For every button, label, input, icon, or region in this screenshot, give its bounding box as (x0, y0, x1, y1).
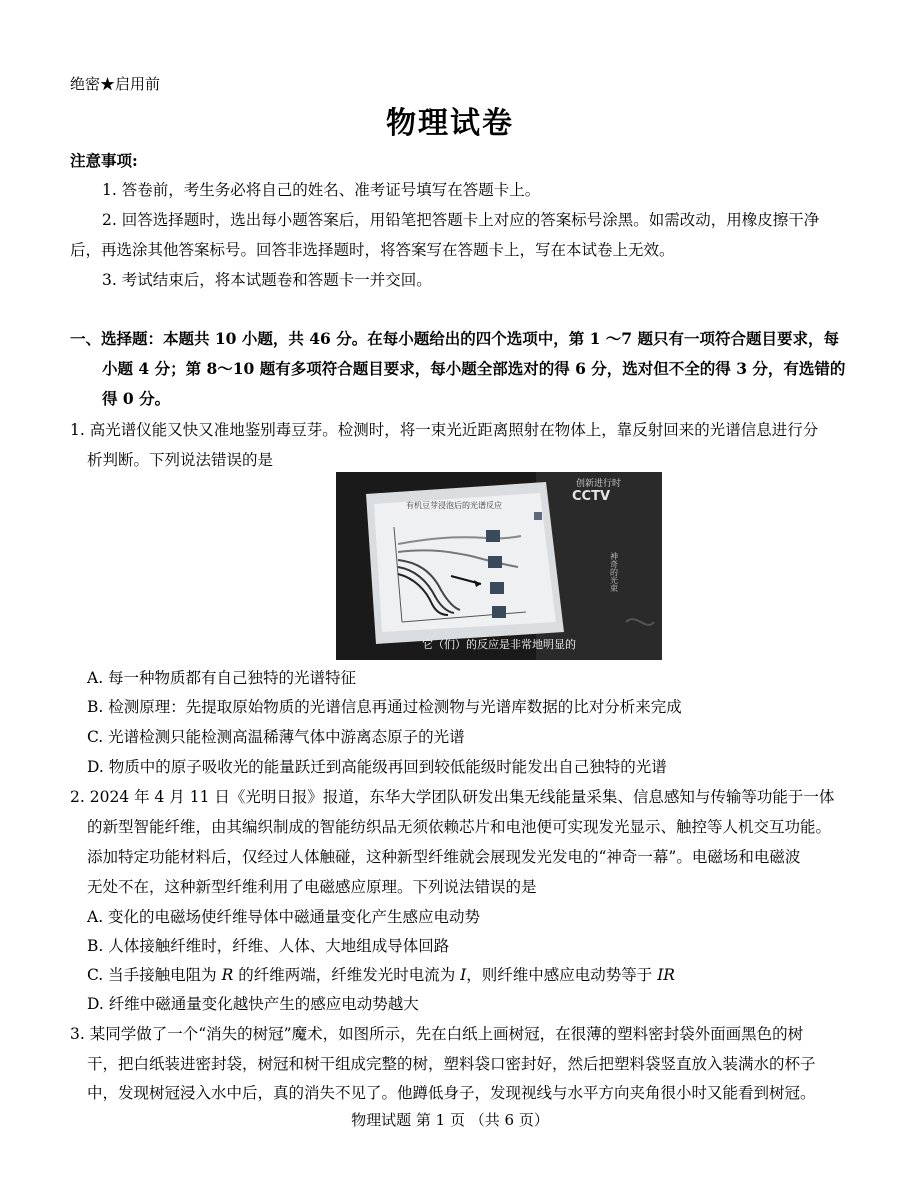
confidential-label: 绝密★启用前 (70, 75, 161, 93)
question-stem: 3. 某同学做了一个“消失的树冠”魔术，如图所示，先在白纸上画树冠，在很薄的塑料密封袋外面画黑色的树 (70, 1025, 804, 1043)
var-r: R (221, 966, 234, 984)
logo-top-text: 创新进行时 (576, 479, 622, 489)
section-heading: 一、选择题：本题共 10 小题，共 46 分。在每小题给出的四个选项中，第 1 ～7 题只有一项符合题目要求，每 (70, 329, 839, 348)
page-title: 物理试卷 (386, 106, 514, 141)
option-c (87, 965, 675, 985)
var-ir: IR (657, 966, 675, 984)
option-d: D. 物质中的原子吸收光的能量跃迁到高能级再回到较低能级时能发出自己独特的光谱 (87, 758, 667, 776)
option-b: B. 检测原理：先提取原始物质的光谱信息再通过检测物与光谱库数据的比对分析来完成 (87, 698, 682, 716)
notice-item: 2. 回答选择题时，选出每小题答案后，用铅笔把答题卡上对应的答案标号涂黑。如需改动，用橡皮擦干净 (102, 211, 820, 229)
question-stem: 添加特定功能材料后，仅经过人体触碰，这种新型纤维就会展现发光发电的“神奇一幕”。电磁场和电磁波 (87, 848, 801, 866)
page-footer: 物理试题 第 1 页 （共 6 页） (351, 1111, 549, 1129)
spectrum-photo-drawing (336, 472, 662, 660)
spectrum-photo (336, 472, 662, 660)
side-text: 神奇的光束 (609, 552, 619, 592)
notice-heading: 注意事项: (70, 151, 138, 170)
question-stem: 中，发现树冠浸入水中后，真的消失不见了。他蹲低身子，发现视线与水平方向夹角很小时又能看到树冠。 (87, 1084, 816, 1102)
figure-caption: 它（们）的反应是非常地明显的 (422, 638, 576, 651)
question-stem: 析判断。下列说法错误的是 (87, 451, 274, 469)
var-i: I (460, 966, 467, 984)
option-b: B. 人体接触纤维时，纤维、人体、大地组成导体回路 (87, 937, 450, 955)
option-a: A. 每一种物质都有自己独特的光谱特征 (87, 669, 357, 687)
option-d: D. 纤维中磁通量变化越快产生的感应电动势越大 (87, 995, 419, 1013)
question-stem: 干，把白纸装进密封袋，树冠和树干组成完整的树，塑料袋口密封好，然后把塑料袋竖直放入装满水的杯子 (87, 1055, 816, 1073)
question-stem: 的新型智能纤维，由其编织制成的智能纺织品无须依赖芯片和电池便可实现发光显示、触控等人机交互功能。 (87, 818, 832, 836)
question-stem: 1. 高光谱仪能又快又准地鉴别毒豆芽。检测时，将一束光近距离照射在物体上，靠反射回来的光谱信息进行分 (70, 421, 819, 439)
chart-title-text: 有机豆芽浸泡后的光谱反应 (406, 501, 502, 510)
question-stem: 2. 2024 年 4 月 11 日《光明日报》报道，东华大学团队研发出集无线能量采集、信息感知与传输等功能于一体 (70, 788, 835, 806)
notice-item: 后，再选涂其他答案标号。回答非选择题时，将答案写在答题卡上，写在本试卷上无效。 (70, 241, 675, 259)
option-c-text: ，则纤维中感应电动势等于 (466, 966, 658, 984)
section-heading: 得 0 分。 (102, 389, 171, 408)
option-c-text: 的纤维两端，纤维发光时电流为 (233, 966, 461, 984)
option-c-text: C. 当手接触电阻为 (87, 966, 222, 984)
notice-item: 3. 考试结束后，将本试题卷和答题卡一并交回。 (102, 271, 432, 289)
cctv-logo: CCTV (572, 489, 611, 504)
option-a: A. 变化的电磁场使纤维导体中磁通量变化产生感应电动势 (87, 908, 481, 926)
section-heading: 小题 4 分；第 8～10 题有多项符合题目要求，每小题全部选对的得 6 分，选对但不全的得 3 分，有选错的 (102, 359, 846, 378)
notice-item: 1. 答卷前，考生务必将自己的姓名、准考证号填写在答题卡上。 (102, 181, 541, 199)
question-stem: 无处不在，这种新型纤维利用了电磁感应原理。下列说法错误的是 (87, 878, 537, 896)
option-c: C. 光谱检测只能检测高温稀薄气体中游离态原子的光谱 (87, 728, 465, 746)
